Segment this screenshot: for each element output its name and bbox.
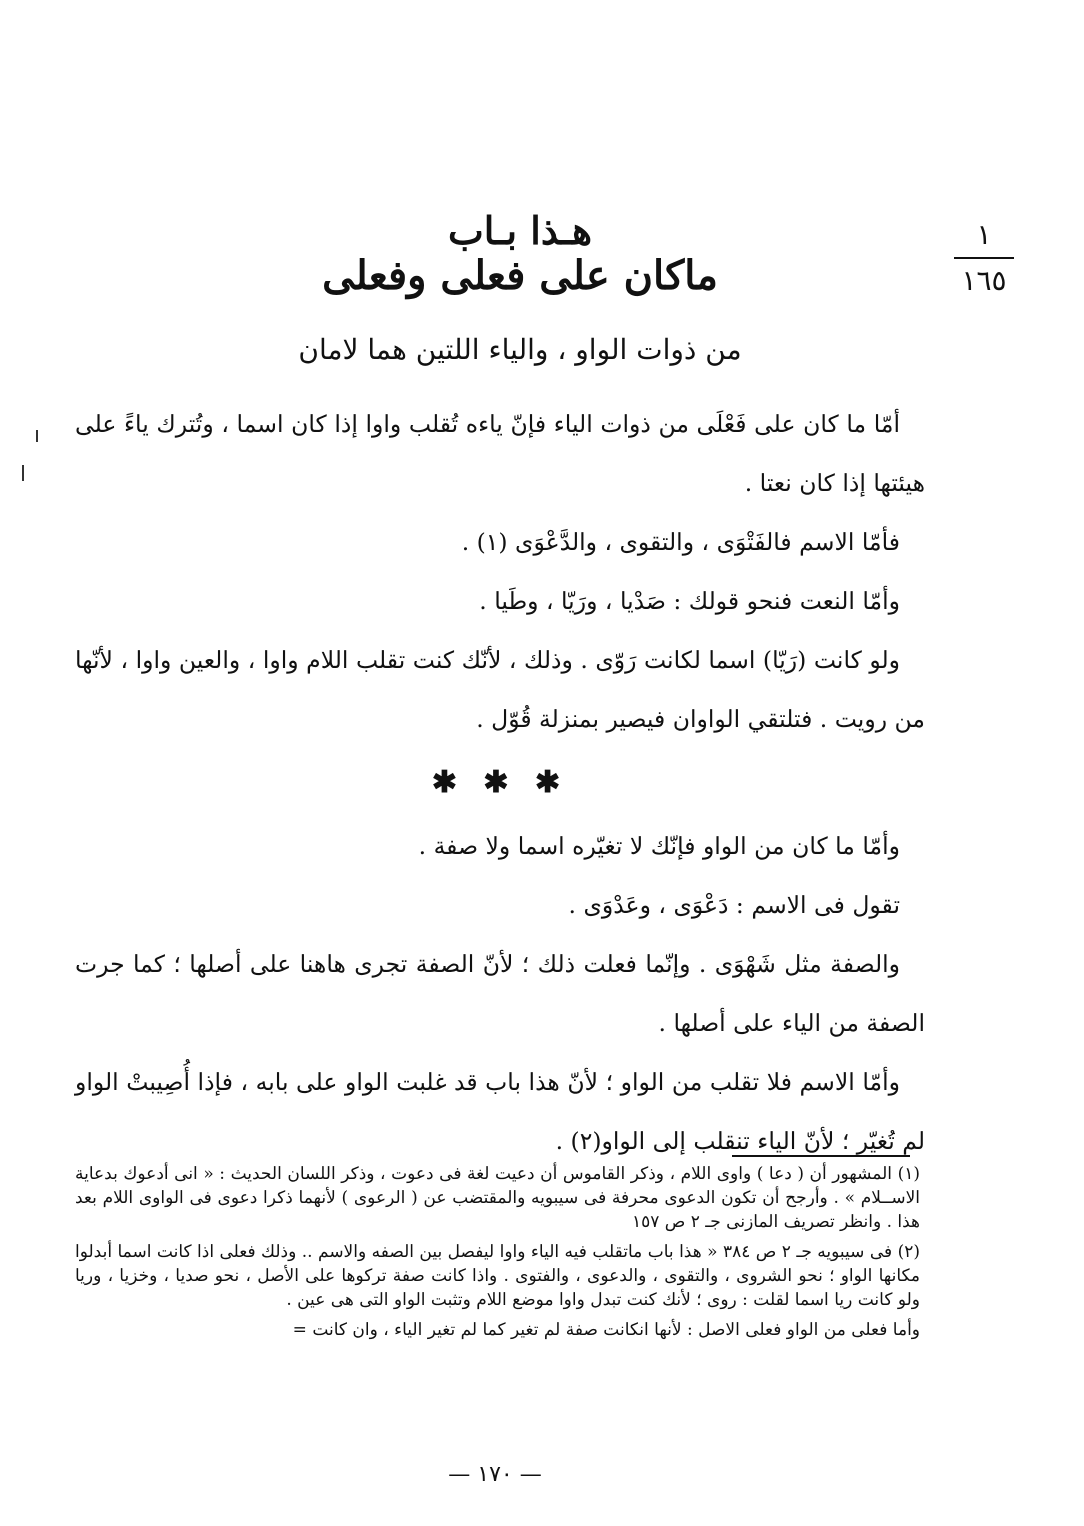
footnote-continuation: وأما فعلى من الواو فعلى الاصل : لأنها انكانت صفة لم تغير كما لم تغير الياء ، وان كانت = [292,1320,920,1340]
paragraph: والصفة مثل شَهْوَى . وإنّما فعلت ذلك ؛ لأنّ الصفة تجرى هاهنا على أصلها ؛ كما جرت الصفة من الياء على أصلها . [75,950,925,1037]
paragraph: ولو كانت (رَيّا) اسما لكانت رَوّى . وذلك ، لأنّك كنت تقلب اللام واوا ، والعين واوا ، لأنّها من رويت . فتلتقي الواوان فيصير بمنزلة قُوّل . [75,646,925,733]
margin-top-number: ١ [954,215,1014,259]
margin-reference [954,215,1014,301]
paragraph: أمّا ما كان على فَعْلَى من ذوات الياء فإنّ ياءه تُقلب واوا إذا كان اسما ، وتُترك ياءً على هيئتها إذا كان نعتا . [75,410,925,497]
scan-mark [36,430,38,442]
footnotes [75,1162,920,1348]
title-line-1: هـذا بـاب [448,208,592,253]
page-number: — ١٧٠ — [448,1462,542,1487]
paragraph: وأمّا الاسم فلا تقلب من الواو ؛ لأنّ هذا باب قد غلبت الواو على بابه ، فإذا أُصِيبتْ الواو لم تُغيّر ؛ لأنّ الياء تنقلب إلى الواو(٢) . [75,1068,925,1155]
footnote-1: (١) المشهور أن ( دعا ) واوى اللام ، وذكر القاموس أن دعيت لغة فى دعوت ، وذكر اللسان الحديث : « انى أدعوك بدعاية الاســلام » . وأرجح أن تكون الدعوى محرفة فى سيبويه والمقتضب عن ( الرعوى ) لأنهما ذكرا دعوى فى الواوى اللام بعد هذا . وانظر تصريف المازنى جـ ٢ ص ١٥٧ [75,1164,920,1232]
footnote-divider [732,1155,910,1157]
section-separator: ✱ ✱ ✱ [431,765,569,800]
chapter-title [200,210,840,300]
chapter-subtitle: من ذوات الواو ، والياء اللتين هما لامان [298,333,742,366]
footnote-2: (٢) فى سيبويه جـ ٢ ص ٣٨٤ « هذا باب ماتقلب فيه الياء واوا ليفصل بين الصفه والاسم .. وذلك فعلى اذا كانت اسما أبدلوا مكانها الواو ؛ نحو الشروى ، والتقوى ، والدعوى ، والفتوى . واذا كانت صفة تركوها على الأصل ، نحو صديا ، وخزيا ، وريا ولو كانت ريا اسما لقلت : روى ؛ لأنك كنت تبدل واوا موضع اللام وتثبت الواو التى هى عين . [75,1242,920,1310]
main-text [75,395,925,1171]
title-line-2: ماكان على فعلى وفعلى [322,252,718,299]
paragraph: وأمّا ما كان من الواو فإنّك لا تغيّره اسما ولا صفة . [418,832,900,860]
scan-mark [22,465,24,481]
paragraph: تقول فى الاسم : دَعْوَى ، وعَدْوَى . [568,891,900,919]
paragraph: فأمّا الاسم فالفَتْوَى ، والتقوى ، والدَّعْوَى (١) . [461,528,900,556]
paragraph: وأمّا النعت فنحو قولك : صَدْيا ، ورَيّا ، وطَيا . [479,587,900,615]
margin-bottom-number: ١٦٥ [961,264,1007,297]
